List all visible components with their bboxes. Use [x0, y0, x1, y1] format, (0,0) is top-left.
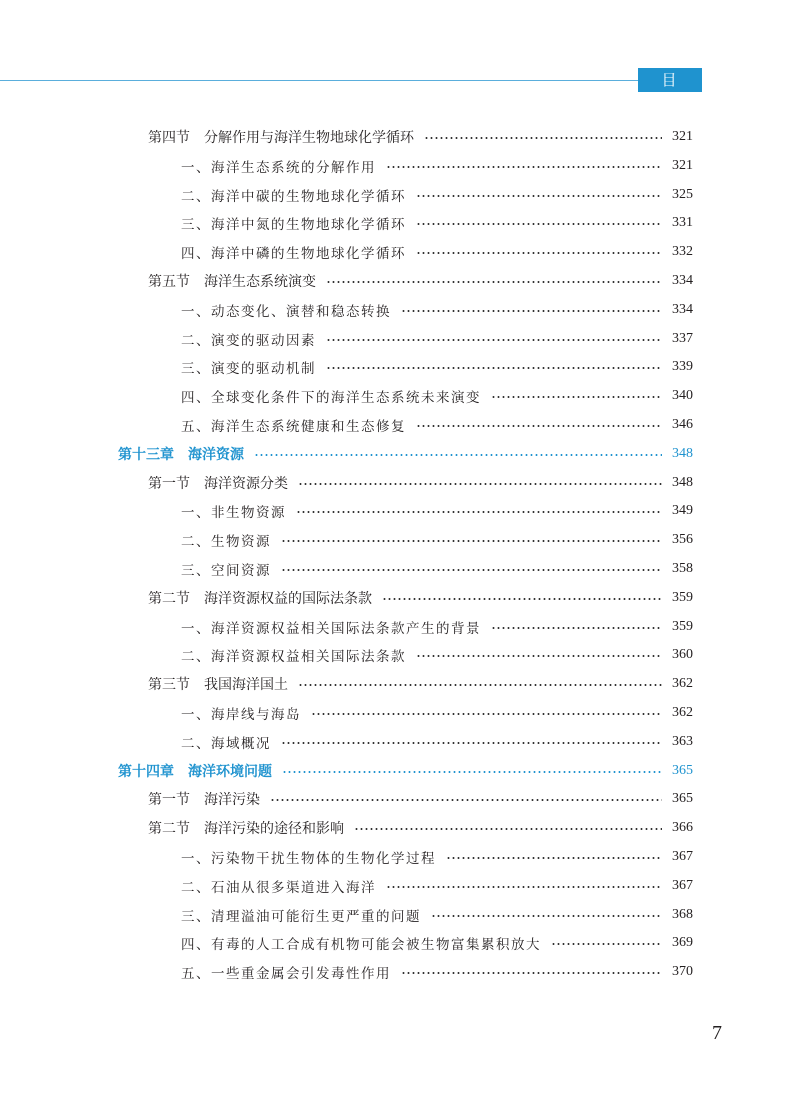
toc-section-row[interactable]: [148, 816, 693, 840]
toc-item-row[interactable]: [181, 615, 693, 639]
toc-dot-leader: [254, 454, 662, 456]
toc-dot-leader: [416, 655, 662, 657]
toc-section-title: 第一节 海洋污染: [148, 792, 260, 809]
toc-section-title: 第四节 分解作用与海洋生物地球化学循环: [148, 130, 414, 146]
toc-dot-leader: [551, 943, 662, 945]
toc-dot-leader: [446, 857, 662, 859]
toc-item-title: 五、海洋生态系统健康和生态修复: [181, 419, 406, 435]
toc-dot-leader: [401, 310, 662, 312]
toc-page-number: 358: [672, 561, 693, 576]
toc-dot-leader: [311, 713, 662, 715]
toc-item-title: 二、石油从很多渠道进入海洋: [181, 879, 376, 896]
toc-item-title: 二、海洋中碳的生物地球化学循环: [181, 188, 406, 205]
toc-page-number: 348: [672, 474, 693, 490]
toc-page-number: 334: [672, 273, 693, 288]
toc-page-number: 334: [672, 301, 693, 317]
toc-page-number: 356: [672, 532, 693, 548]
toc-section-title: 第三节 我国海洋国土: [148, 677, 288, 694]
toc-item-title: 一、非生物资源: [181, 505, 286, 522]
toc-page-number: 339: [672, 359, 693, 375]
toc-dot-leader: [416, 252, 662, 254]
toc-dot-leader: [298, 684, 662, 686]
toc-item-row[interactable]: [181, 384, 693, 408]
toc-section-title: 第二节 海洋资源权益的国际法条款: [148, 590, 372, 607]
toc-dot-leader: [281, 742, 662, 744]
header-rule: [0, 80, 640, 81]
toc-page-number: 346: [672, 417, 693, 432]
toc-dot-leader: [281, 540, 662, 542]
toc-page-number: 331: [672, 215, 693, 231]
toc-section-title: 第五节 海洋生态系统演变: [148, 274, 316, 290]
toc-page-number: 348: [672, 445, 693, 461]
toc-page-number: 321: [672, 129, 693, 144]
toc-dot-leader: [270, 799, 662, 801]
toc-section-title: 第一节 海洋资源分类: [148, 475, 288, 492]
toc-item-row[interactable]: [181, 931, 693, 955]
toc-section-row[interactable]: [148, 672, 693, 696]
toc-page-number: 363: [672, 733, 693, 749]
toc-dot-leader: [401, 972, 662, 974]
toc-item-row[interactable]: [181, 154, 693, 178]
toc-page-number: 366: [672, 820, 693, 836]
toc-section-title: 第二节 海洋污染的途径和影响: [148, 821, 344, 838]
toc-dot-leader: [386, 886, 662, 888]
toc-item-title: 二、海域概况: [181, 735, 271, 752]
toc-item-row[interactable]: [181, 183, 693, 207]
toc-page-number: 359: [672, 618, 693, 634]
toc-section-row[interactable]: [148, 269, 693, 293]
toc-item-title: 一、动态变化、演替和稳态转换: [181, 303, 391, 320]
toc-page-number: 359: [672, 589, 693, 605]
toc-page-number: 367: [672, 849, 693, 864]
toc-item-title: 三、演变的驱动机制: [181, 361, 316, 378]
toc-item-title: 四、海洋中磷的生物地球化学循环: [181, 246, 406, 263]
toc-page-number: 362: [672, 705, 693, 720]
toc-dot-leader: [416, 425, 662, 427]
toc-item-row[interactable]: [181, 413, 693, 437]
toc-page-number: 367: [672, 877, 693, 893]
toc-item-row[interactable]: [181, 327, 693, 351]
toc-page-number: 362: [672, 676, 693, 692]
toc-page-number: 349: [672, 503, 693, 519]
toc-item-row[interactable]: [181, 240, 693, 264]
toc-item-title: 二、演变的驱动因素: [181, 332, 316, 349]
toc-item-row[interactable]: [181, 499, 693, 523]
toc-dot-leader: [416, 195, 662, 197]
toc-dot-leader: [326, 367, 662, 369]
toc-item-title: 三、清理溢油可能衍生更严重的问题: [181, 908, 421, 925]
toc-item-row[interactable]: [181, 643, 693, 667]
toc-item-title: 一、污染物干扰生物体的生物化学过程: [181, 851, 436, 867]
header-tab: 目 录: [638, 68, 702, 92]
toc-page-number: 369: [672, 935, 693, 951]
toc-item-title: 一、海洋资源权益相关国际法条款产生的背景: [181, 620, 481, 637]
toc-page-number: 337: [672, 330, 693, 346]
toc-item-row[interactable]: [181, 355, 693, 379]
toc-item-title: 三、空间资源: [181, 563, 271, 579]
toc-dot-leader: [416, 223, 662, 225]
toc-page-number: 368: [672, 906, 693, 922]
toc-item-title: 四、有毒的人工合成有机物可能会被生物富集累积放大: [181, 937, 541, 954]
toc-item-row[interactable]: [181, 528, 693, 552]
toc-page-number: 365: [672, 791, 693, 807]
toc-item-row[interactable]: [181, 960, 693, 984]
toc-item-title: 一、海岸线与海岛: [181, 707, 301, 723]
toc-section-row[interactable]: [148, 125, 693, 149]
toc-item-row[interactable]: [181, 211, 693, 235]
toc-item-row[interactable]: [181, 874, 693, 898]
toc-dot-leader: [326, 281, 662, 283]
toc-dot-leader: [382, 598, 662, 600]
toc-item-title: 三、海洋中氮的生物地球化学循环: [181, 217, 406, 234]
toc-dot-leader: [386, 166, 662, 168]
toc-section-row[interactable]: [148, 787, 693, 811]
toc-page-number: 321: [672, 157, 693, 173]
toc-dot-leader: [424, 137, 662, 139]
toc-dot-leader: [354, 828, 662, 830]
toc-section-row[interactable]: [148, 586, 693, 610]
toc-item-row[interactable]: [181, 701, 693, 725]
toc-item-row[interactable]: [181, 845, 693, 869]
toc-dot-leader: [281, 569, 662, 571]
toc-dot-leader: [431, 915, 662, 917]
page-number: 7: [712, 1022, 722, 1044]
toc-page-number: 325: [672, 186, 693, 202]
toc-item-title: 一、海洋生态系统的分解作用: [181, 159, 376, 176]
toc-section-row[interactable]: [148, 471, 693, 495]
toc-page-number: 360: [672, 647, 693, 663]
toc-page-number: 370: [672, 964, 693, 980]
toc-item-row[interactable]: [181, 298, 693, 322]
toc-item-row[interactable]: [181, 730, 693, 754]
toc-page-number: 340: [672, 388, 693, 404]
toc-dot-leader: [282, 771, 662, 773]
toc-page-number: 365: [672, 762, 693, 778]
toc-item-row[interactable]: [181, 903, 693, 927]
toc-chapter-row[interactable]: [118, 442, 693, 466]
toc-item-title: 二、生物资源: [181, 534, 271, 551]
toc-chapter-title: 第十三章 海洋资源: [118, 446, 244, 463]
toc-dot-leader: [491, 627, 662, 629]
toc-dot-leader: [296, 511, 662, 513]
toc-chapter-row[interactable]: [118, 759, 693, 783]
toc-dot-leader: [491, 396, 662, 398]
toc-chapter-title: 第十四章 海洋环境问题: [118, 763, 272, 780]
toc-item-title: 四、全球变化条件下的海洋生态系统未来演变: [181, 390, 481, 407]
toc-item-title: 二、海洋资源权益相关国际法条款: [181, 649, 406, 666]
toc-dot-leader: [326, 339, 662, 341]
toc-item-row[interactable]: [181, 557, 693, 581]
toc-dot-leader: [298, 483, 662, 485]
toc-page-number: 332: [672, 244, 693, 260]
toc-item-title: 五、一些重金属会引发毒性作用: [181, 966, 391, 983]
